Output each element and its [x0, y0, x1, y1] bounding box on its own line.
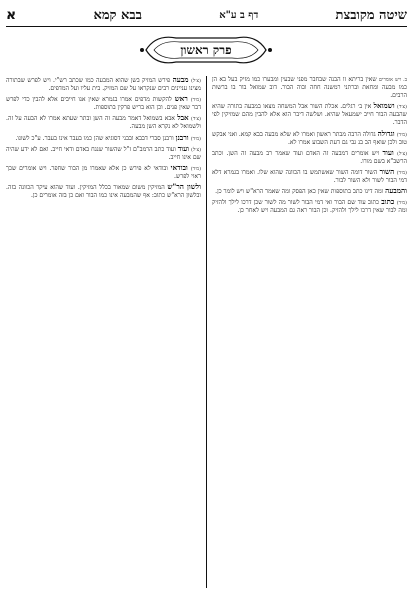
commentary-entry — [6, 95, 201, 112]
commentary-entry — [212, 149, 407, 166]
entry-text: ובודאי לא פירש כן אלא שאמרו מן הבור שחפר. ויש אומרים שכך ראוי לפרש. — [6, 164, 201, 180]
commentary-entry — [212, 168, 407, 185]
entry-heading: השור — [379, 166, 395, 176]
entry-text: ומה דינו כתב בתוספות שאין כאן הפסק ומה שאמר הרא"ש ויש לומר כן. — [215, 188, 384, 196]
entry-text: השור דומה השור שאשתמש בו הכוונה שהוא שלו. ואמרו בגמרא דלא דמי הבור לשור ולא השור לבור. — [212, 168, 407, 185]
entry-heading: ראש — [174, 94, 188, 104]
entry-reference: (צ׳ל) — [190, 78, 201, 84]
entry-heading: ובודאי — [170, 162, 188, 172]
commentary-entry — [212, 130, 407, 147]
page-header — [6, 4, 407, 26]
entry-reference: (צ׳ל) — [191, 146, 201, 153]
entry-reference: (צ׳ל) — [397, 150, 407, 157]
commentary-entry — [6, 145, 201, 162]
entry-reference: (צ׳ד) — [190, 116, 201, 123]
document-page — [6, 4, 407, 596]
entry-reference: (מ׳ד) — [190, 165, 201, 172]
commentary-entry — [6, 183, 201, 200]
commentary-entry — [212, 198, 407, 215]
page-letter: א — [6, 7, 17, 23]
entry-text: להקשות מדפים אמרו בגמרא שאין אנו חייבים אלא להבין כדי לפרש דבר שאין פנים. וכן הוא בריש פרקין בתוספות. — [6, 96, 201, 112]
entry-reference: (מ׳ד) — [396, 131, 407, 138]
entry-heading: ועוד — [177, 143, 189, 153]
commentary-entry — [212, 76, 407, 100]
entry-heading: ולשון הר"ש — [167, 182, 201, 192]
commentary-entry — [6, 76, 201, 93]
commentary-entry — [212, 102, 407, 127]
commentary-entry — [6, 164, 201, 181]
entry-text: ורבנן סברי דבבא ובבני דסוגיא שהן כמו בעבר אינו בעבר. ע"כ לשונו. — [15, 134, 174, 142]
entry-reference: (צ׳ד) — [396, 104, 407, 111]
entry-text: אבא בשמואל דאמר מבעה זה השן ובתר שעתא אמרו לא הבעה על זה. ולשמואל לא נקרא השן מבעה. — [6, 115, 201, 131]
entry-heading: והמבעה — [385, 186, 407, 196]
commentary-entry — [6, 114, 201, 131]
entry-reference: (מ׳ד) — [190, 135, 201, 142]
commentary-entry — [6, 134, 201, 143]
left-column — [6, 76, 201, 588]
entry-reference: (מ׳ד) — [190, 97, 201, 104]
entry-text: כתוב עוד שם הבור ואי דמי הבור לשור מה לשור שכן דרכו לילך ולהזיק ומה לבור שאין דרכו לילך ולהזיק. וכן הבור ראה גם המבעה ויש לאחר כן. — [212, 199, 407, 215]
entry-heading: כתוב — [381, 197, 395, 207]
work-title: שיטה מקובצת — [335, 8, 407, 23]
entry-heading: ורבנן — [175, 132, 189, 142]
entry-reference: ב. ויש אומרים — [378, 77, 407, 83]
entry-text: אין ב׳ רגלים. אכלת השור אבל המשחה מצאו במבעה בתורה שהיא שהבעה הבור חייב ישמעאל שהיא. ושלשה דיבר הוא אלא להבין מהם שמזיקין לפי הדבר. — [212, 103, 407, 127]
entry-heading: אבל — [177, 113, 189, 123]
entry-heading: מבעה — [172, 76, 189, 84]
header-rule — [6, 26, 407, 27]
chapter-title: פרק ראשון — [180, 42, 232, 57]
entry-text: ויש אומרים דמבעה זה האדם ועוד שאמר רב מבעה זה השן. וכתב הרשב"א בשם מורו. — [212, 149, 407, 165]
entry-text: שאין בריתא זו הבנה שבחבר מפני שבעין ומבערו כמו מזיק בעל בא הן כמו מבעה ומחאת וברתני רמשנה חחה ובוה הבור. דוב שמואל בור בו ברשות הרבים. — [212, 76, 407, 100]
entry-text: ועוד כתב הרמב"ם ז"ל שהשור שנגח באדם ודאי חייב. ואם לא ידע שהיה שם אינו חייב. — [6, 145, 201, 161]
entry-heading: וגדולה — [377, 128, 395, 138]
entry-reference: (מ׳ד) — [396, 200, 407, 207]
daf-reference: דף ב ע"א — [219, 9, 259, 21]
right-column — [212, 76, 407, 588]
chapter-banner — [136, 30, 276, 70]
entry-heading: ושמואל — [373, 101, 395, 111]
entry-text: גדולה הרבה מבתר ראשון ואמרו לא שלא מבעה בבא קמא. ואני אבקש טוב ולכן שואף הב בנ גבי גם דעת השבוע אמרו לא. — [212, 130, 407, 146]
entry-reference: (מ׳ד) — [396, 169, 407, 176]
entry-heading: ועוד — [382, 147, 394, 157]
column-divider — [206, 76, 207, 588]
entry-text: המזיקין משום שמאור בכלל המזיקין. ועוד שהוא עיקר הכוונה בזה. ובלשון הרא"ש כתוב: אף שהמבעה אינו כמו הבור ואם כן בזה אומרים כן. — [6, 184, 201, 200]
tractate-name: בבא קמא — [93, 8, 142, 23]
entry-text: פירש המזיק בשן שהוא המבעה כמו שכתב רש"י. ויש לפרש שבתורה מצינו עניינים רבים שנקראו על שם המזיק. בית עליו ועל המדפים. — [6, 77, 201, 93]
commentary-entry — [212, 187, 407, 196]
